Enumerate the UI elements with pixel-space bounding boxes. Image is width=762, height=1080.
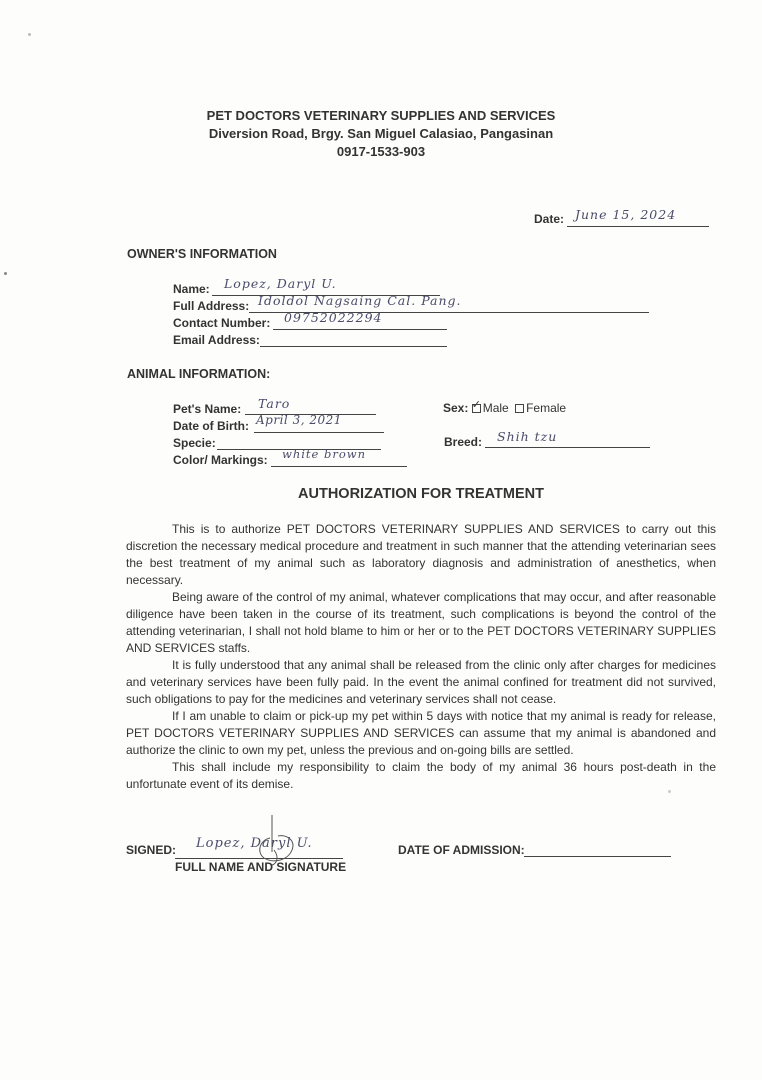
female-checkbox[interactable] xyxy=(515,404,524,413)
sex-label: Sex: xyxy=(443,401,469,415)
breed-value: Shih tzu xyxy=(497,429,558,444)
signature-caption: FULL NAME AND SIGNATURE xyxy=(175,860,347,874)
pet-name-value: Taro xyxy=(258,396,291,411)
paragraph-2: Being aware of the control of my animal, whatever complications that may occur, and after reasonable diligence have been taken in the course of its treatment, such complications is beyond the control of the attending veterinarian, I shall not hold blame to him or her or to the PET DOCTORS VETERINARY SUPPLIES AND SERVICES staffs. xyxy=(126,590,716,655)
company-phone: 0917-1533-903 xyxy=(336,144,426,159)
sex-field xyxy=(443,401,566,415)
admission-line xyxy=(524,841,671,857)
signature-scribble xyxy=(250,812,300,867)
signed-value: Lopez, Daryl U. xyxy=(196,836,313,851)
owner-name-value: Lopez, Daryl U. xyxy=(224,276,337,291)
color-value: white brown xyxy=(282,447,367,461)
pet-name-label: Pet's Name: xyxy=(173,402,242,416)
scan-mark xyxy=(28,33,31,36)
owner-address-value: Idoldol Nagsaing Cal. Pang. xyxy=(258,293,462,308)
owner-contact-value: 09752022294 xyxy=(284,310,383,325)
paragraph-4: If I am unable to claim or pick-up my pet within 5 days with notice that my animal is ready for release, PET DOCTORS VETERINARY SUPPLIES AND SERVICES can assume that my animal is abandoned and authorize the clinic to own my pet, unless the previous and on-going bills are settled. xyxy=(126,709,716,757)
owner-name-label: Name: xyxy=(173,282,210,296)
owner-email-label: Email Address: xyxy=(173,333,260,347)
owner-heading: OWNER'S INFORMATION xyxy=(127,247,277,261)
dob-value: April 3, 2021 xyxy=(256,413,342,427)
sex-female-option: Female xyxy=(526,401,567,415)
company-address: Diversion Road, Brgy. San Miguel Calasiao, Pangasinan xyxy=(208,126,554,141)
scan-mark xyxy=(4,272,7,275)
dob-label: Date of Birth: xyxy=(173,419,249,433)
sex-male-option: Male xyxy=(482,401,509,415)
date-label: Date: xyxy=(534,212,565,226)
owner-address-label: Full Address: xyxy=(173,299,250,313)
scan-mark xyxy=(668,790,671,793)
color-label: Color/ Markings: xyxy=(173,453,268,467)
company-name: PET DOCTORS VETERINARY SUPPLIES AND SERVICES xyxy=(206,108,556,123)
authorization-title: AUTHORIZATION FOR TREATMENT xyxy=(298,486,544,502)
paragraph-5: This shall include my responsibility to claim the body of my animal 36 hours post-death in the unfortunate event of its demise. xyxy=(126,760,716,791)
owner-email-line xyxy=(260,331,447,347)
owner-contact-label: Contact Number: xyxy=(173,316,271,330)
breed-label: Breed: xyxy=(444,435,483,449)
animal-heading: ANIMAL INFORMATION: xyxy=(127,367,271,381)
specie-label: Specie: xyxy=(173,436,216,450)
paragraph-3: It is fully understood that any animal shall be released from the clinic only after charges for medicines and veterinary services have been fully paid. In the event the animal confined for treatment did not survived, such obligations to pay for the medicines and veterinary services shall not cease. xyxy=(126,658,716,706)
admission-label: DATE OF ADMISSION: xyxy=(398,843,525,857)
signed-label: SIGNED: xyxy=(126,843,177,857)
paragraph-1: This is to authorize PET DOCTORS VETERINARY SUPPLIES AND SERVICES to carry out this discretion the necessary medical procedure and treatment in such manner that the attending veterinarian sees the best treatment of my animal such as laboratory diagnosis and administration of anesthetics, when necessary. xyxy=(126,522,716,587)
date-value: June 15, 2024 xyxy=(575,207,677,222)
authorization-body xyxy=(126,521,716,793)
male-checkbox[interactable] xyxy=(472,404,481,413)
